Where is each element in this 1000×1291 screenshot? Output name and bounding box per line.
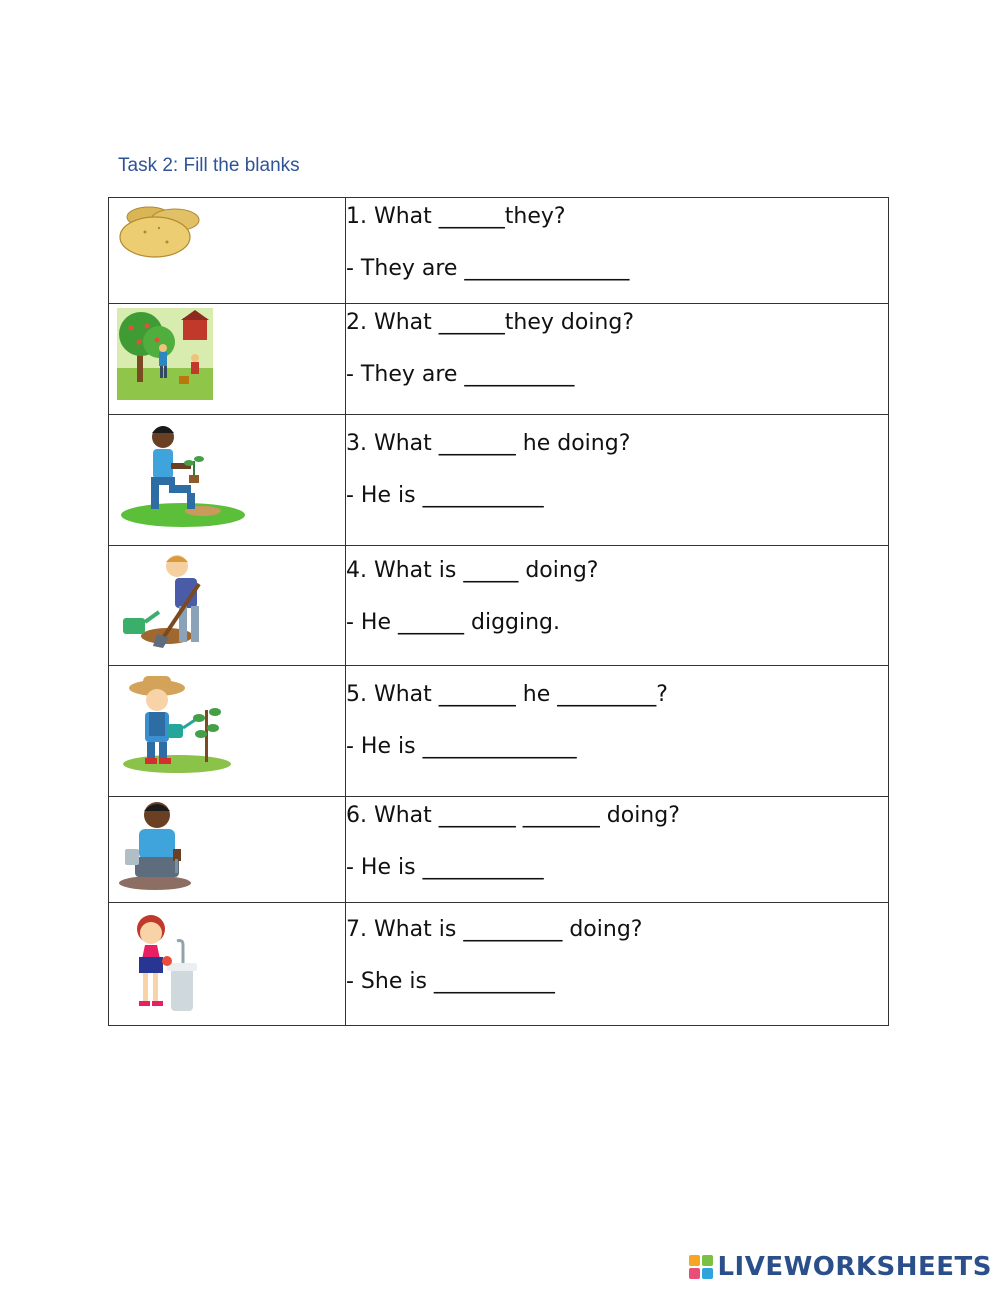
image-cell [109, 304, 346, 415]
table-row [109, 415, 889, 546]
question-text: 4. What is _____ doing? [346, 558, 599, 583]
answer-text: - He is ___________ [346, 483, 544, 508]
question-text: 7. What is _________ doing? [346, 917, 643, 942]
answer-text: - She is ___________ [346, 969, 555, 994]
image-cell [109, 198, 346, 304]
logo-blocks-icon [689, 1255, 713, 1279]
image-cell [109, 415, 346, 546]
question-text: 6. What _______ _______ doing? [346, 803, 680, 828]
question-text: 1. What ______they? [346, 204, 566, 229]
text-cell [346, 546, 889, 666]
question-text: 5. What _______ he _________? [346, 682, 668, 707]
apple-orchard-icon [117, 308, 217, 403]
answer-text: - He is ___________ [346, 855, 544, 880]
table-row [109, 903, 889, 1026]
text-cell [346, 415, 889, 546]
answer-text: - He is ______________ [346, 734, 577, 759]
worksheet-table [108, 197, 889, 1026]
table-row [109, 198, 889, 304]
girl-washing-icon [123, 907, 213, 1015]
image-cell [109, 903, 346, 1026]
liveworksheets-logo [689, 1252, 992, 1282]
table-row [109, 666, 889, 797]
question-text: 2. What ______they doing? [346, 310, 635, 335]
boy-watering-icon [121, 670, 236, 782]
image-cell [109, 797, 346, 903]
text-cell [346, 903, 889, 1026]
answer-text: - They are _______________ [346, 256, 630, 281]
answer-text: - He ______ digging. [346, 610, 561, 635]
answer-text: - They are __________ [346, 362, 575, 387]
potatoes-icon [115, 202, 205, 264]
text-cell [346, 304, 889, 415]
table-row [109, 797, 889, 903]
man-gardening-icon [117, 799, 197, 894]
image-cell [109, 546, 346, 666]
text-cell [346, 666, 889, 797]
question-text: 3. What _______ he doing? [346, 431, 631, 456]
boy-planting-icon [121, 419, 251, 531]
text-cell [346, 797, 889, 903]
task-title: Task 2: Fill the blanks [118, 155, 300, 176]
table-row [109, 546, 889, 666]
text-cell [346, 198, 889, 304]
man-digging-icon [119, 550, 229, 655]
image-cell [109, 666, 346, 797]
brand-name: LIVEWORKSHEETS [717, 1252, 992, 1282]
table-row [109, 304, 889, 415]
